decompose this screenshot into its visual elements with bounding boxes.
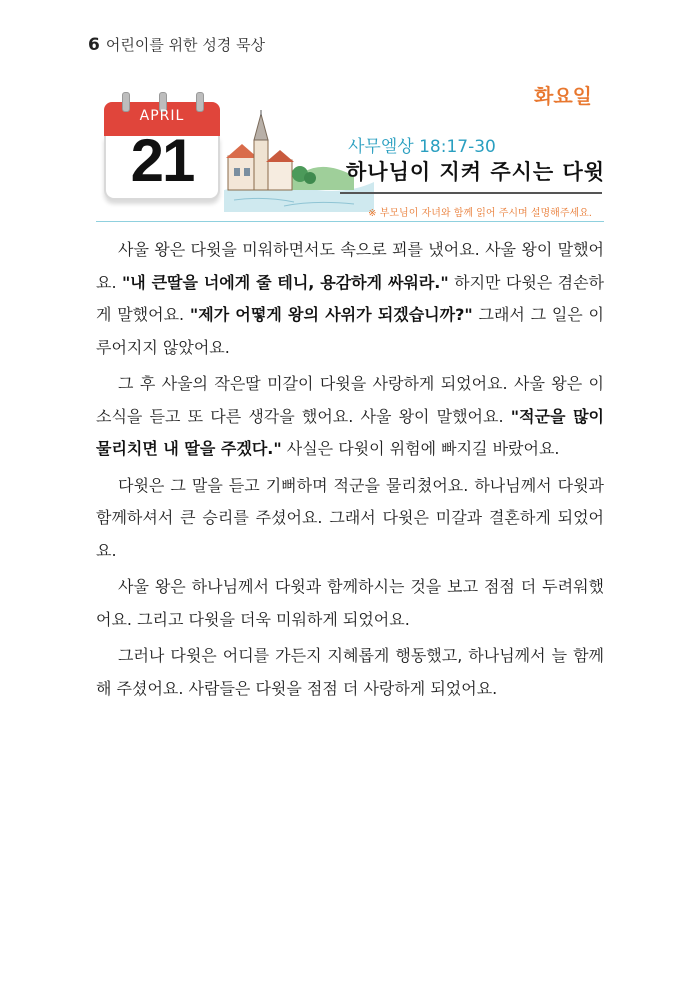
paragraph-text: 사실은 다윗이 위험에 빠지길 바랐어요. bbox=[281, 439, 560, 458]
paragraph-text: 사울 왕은 하나님께서 다윗과 함께하시는 것을 보고 점점 더 두려워했어요. 그리고 다윗을 더욱 미워하게 되었어요. bbox=[96, 577, 604, 629]
paragraph bbox=[96, 470, 604, 568]
paragraph-text: 그러나 다윗은 어디를 가든지 지혜롭게 행동했고, 하나님께서 늘 함께해 주셨어요. 사람들은 다윗을 점점 더 사랑하게 되었어요. bbox=[96, 646, 604, 698]
book-title: 어린이를 위한 성경 묵상 bbox=[105, 36, 266, 54]
title-underline bbox=[340, 192, 602, 194]
quote-text: "적군을 많이 물리치면 내 딸을 주겠다." bbox=[96, 406, 605, 458]
devotion-body bbox=[96, 234, 604, 709]
paragraph-text: 그래서 그 일은 이루어지지 않았어요. bbox=[96, 305, 604, 357]
calendar-date: 21 bbox=[130, 127, 194, 194]
paragraph-text: 그 후 사울의 작은딸 미갈이 다윗을 사랑하게 되었어요. 사울 왕은 이 소식을 듣고 또 다른 생각을 했어요. 사울 왕이 말했어요. bbox=[96, 374, 604, 426]
devotion-title: 하나님이 지켜 주시는 다윗 bbox=[346, 160, 606, 184]
day-of-week: 화요일 bbox=[534, 84, 592, 108]
paragraph-text: 사울 왕은 다윗을 미워하면서도 속으로 꾀를 냈어요. 사울 왕이 말했어요. bbox=[96, 240, 604, 292]
calendar-icon bbox=[104, 92, 220, 208]
quote-text: "내 큰딸을 너에게 줄 테니, 용감하게 싸워라." bbox=[121, 272, 449, 292]
paragraph-text: 다윗은 그 말을 듣고 기뻐하며 적군을 물리쳤어요. 하나님께서 다윗과 함께하셔서 큰 승리를 주셨어요. 그래서 다윗은 미갈과 결혼하게 되었어요. bbox=[96, 475, 604, 560]
paragraph bbox=[96, 368, 604, 466]
scripture-reference: 사무엘상 18:17-30 bbox=[348, 137, 496, 157]
paragraph bbox=[96, 640, 604, 705]
running-head bbox=[88, 34, 265, 55]
paragraph bbox=[96, 234, 604, 364]
calendar-month: APRIL bbox=[139, 108, 185, 124]
paragraph-text: 하지만 다윗은 겸손하게 말했어요. bbox=[96, 272, 604, 324]
page-number: 6 bbox=[88, 35, 100, 55]
parent-note: ※ 부모님이 자녀와 함께 읽어 주시며 설명해주세요. bbox=[368, 208, 592, 219]
header-divider bbox=[96, 221, 604, 222]
paragraph bbox=[96, 571, 604, 636]
quote-text: "제가 어떻게 왕의 사위가 되겠습니까?" bbox=[189, 305, 473, 324]
